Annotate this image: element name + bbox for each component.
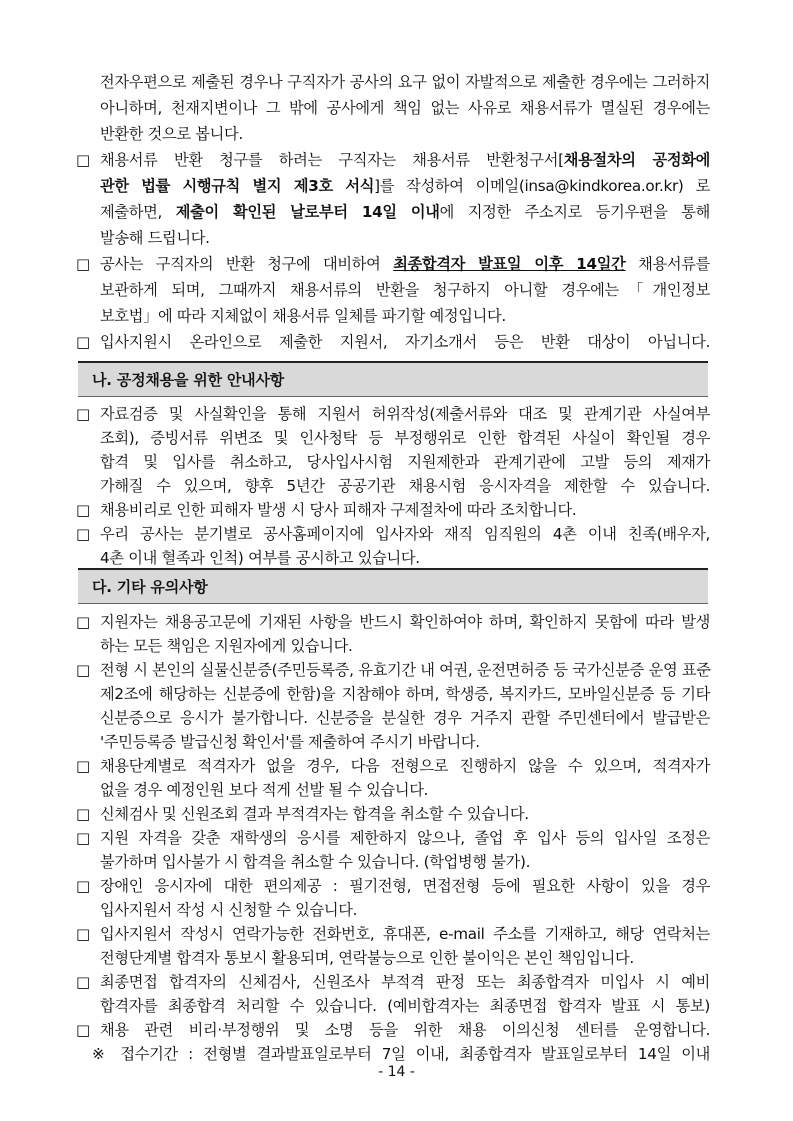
paragraph-line: 입사지원시 온라인으로 제출한 지원서, 자기소개서 등은 반환 대상이 아닙니다. [100,333,710,351]
paragraph-line: 전형단계별 합격자 통보시 활용되며, 연락불능으로 인한 불이익은 본인 책임입니다. [100,949,634,967]
paragraph-line: 채용 관련 비리·부정행위 및 소명 등을 위한 채용 이의신청 센터를 운영합니다. [100,1021,710,1039]
paragraph-line: 채용비리로 인한 피해자 발생 시 당사 피해자 구제절차에 따라 조치합니다. [100,501,577,519]
page-number: - 14 - [378,1064,415,1080]
paragraph-line: 반환한 것으로 봅니다. [100,125,243,143]
paragraph-line: 제2조에 해당하는 신분증에 한함)을 지참해야 하며, 학생증, 복지카드, 모바일신분증 등 기타 [100,685,710,703]
paragraph-line: '주민등록증 발급신청 확인서'를 제출하여 주시기 바랍니다. [100,733,480,751]
paragraph-line: 관한 법률 시행규칙 별지 제3호 서식]를 작성하여 이메일(insa@kindkorea.or.kr) 로 [100,177,711,195]
checkbox-bullet-icon: □ [76,925,91,943]
paragraph-line: 보호법」에 따라 지체없이 채용서류 일체를 파기할 예정입니다. [100,307,506,325]
paragraph-line: 제출하면, 제출이 확인된 날로부터 14일 이내에 지정한 주소지로 등기우편을 통해 [100,203,710,221]
paragraph-line: 최종면접 합격자의 신체검사, 신원조사 부적격 판정 또는 최종합격자 미입사 시 예비 [100,973,710,991]
checkbox-bullet-icon: □ [76,151,91,169]
checkbox-bullet-icon: □ [76,333,91,351]
paragraph-line: 조회), 증빙서류 위변조 및 인사청탁 등 부정행위로 인한 합격된 사실이 확인될 경우 [100,429,710,447]
checkbox-bullet-icon: □ [76,405,91,423]
paragraph-line: 전자우편으로 제출된 경우나 구직자가 공사의 요구 없이 자발적으로 제출한 경우에는 그러하지 [100,73,710,91]
paragraph-line: 보관하게 되며, 그때까지 채용서류의 반환을 청구하지 아니할 경우에는「개인정보 [100,281,710,299]
paragraph-line: 신체검사 및 신원조회 결과 부적격자는 합격을 취소할 수 있습니다. [100,805,529,823]
paragraph-line: 입사지원서 작성시 연락가능한 전화번호, 휴대폰, e-mail 주소를 기재하고, 해당 연락처는 [100,925,710,943]
paragraph-line: 채용서류 반환 청구를 하려는 구직자는 채용서류 반환청구서[채용절차의 공정화에 [100,151,711,169]
checkbox-bullet-icon: □ [76,501,91,519]
checkbox-bullet-icon: □ [76,805,91,823]
section-title: 다. 기타 유의사항 [92,578,208,596]
section-header-b [78,361,708,397]
checkbox-bullet-icon: □ [76,757,91,775]
paragraph-line: 합격 및 입사를 취소하고, 당사입사시험 지원제한과 관계기관에 고발 등의 제재가 [100,453,710,471]
checkbox-bullet-icon: □ [76,877,91,895]
paragraph-line: 합격자를 최종합격 처리할 수 있습니다. (예비합격자는 최종면접 합격자 발표 시 통보) [100,997,710,1015]
paragraph-line: 자료검증 및 사실확인을 통해 지원서 허위작성(제출서류와 대조 및 관계기관 사실여부 [100,405,710,423]
checkbox-bullet-icon: □ [76,829,91,847]
paragraph-line: 입사지원서 작성 시 신청할 수 있습니다. [100,901,358,919]
paragraph-line: 가해질 수 있으며, 향후 5년간 공공기관 채용시험 응시자격을 제한할 수 있습니다. [100,477,710,495]
checkbox-bullet-icon: □ [76,973,91,991]
paragraph-line: 우리 공사는 분기별로 공사홈페이지에 입사자와 재직 임직원의 4촌 이내 친족(배우자, [100,525,710,543]
section-title: 나. 공정채용을 위한 안내사항 [92,371,285,389]
paragraph-line: 채용단계별로 적격자가 없을 경우, 다음 전형으로 진행하지 않을 수 있으며, 적격자가 [100,757,710,775]
checkbox-bullet-icon: □ [76,661,91,679]
paragraph-line: 4촌 이내 혈족과 인척) 여부를 공시하고 있습니다. [100,549,420,567]
checkbox-bullet-icon: □ [76,613,91,631]
paragraph-line: 불가하며 입사불가 시 합격을 취소할 수 있습니다. (학업병행 불가). [100,853,531,871]
paragraph-line: 장애인 응시자에 대한 편의제공 : 필기전형, 면접전형 등에 필요한 사항이 있을 경우 [100,877,710,895]
checkbox-bullet-icon: □ [76,1021,91,1039]
note-line: ※ 접수기간 : 전형별 결과발표일로부터 7일 이내, 최종합격자 발표일로부터 14일 이내 [92,1045,710,1063]
paragraph-line: 아니하며, 천재지변이나 그 밖에 공사에게 책임 없는 사유로 채용서류가 멸실된 경우에는 [100,99,710,117]
paragraph-line: 지원자는 채용공고문에 기재된 사항을 반드시 확인하여야 하며, 확인하지 못함에 따라 발생 [100,613,710,631]
paragraph-line: 지원 자격을 갖춘 재학생의 응시를 제한하지 않으나, 졸업 후 입사 등의 입사일 조정은 [100,829,710,847]
paragraph-line: 없을 경우 예정인원 보다 적게 선발 될 수 있습니다. [100,781,429,799]
paragraph-line: 발송해 드립니다. [100,229,210,247]
paragraph-line: 전형 시 본인의 실물신분증(주민등록증, 유효기간 내 여권, 운전면허증 등 국가신분증 운영 표준 [100,661,711,679]
paragraph-line: 공사는 구직자의 반환 청구에 대비하여 최종합격자 발표일 이후 14일간 채용서류를 [100,255,711,273]
section-header-c [78,568,708,604]
paragraph-line: 하는 모든 책임은 지원자에게 있습니다. [100,637,353,655]
paragraph-line: 신분증으로 응시가 불가합니다. 신분증을 분실한 경우 거주지 관할 주민센터에서 발급받은 [100,709,710,727]
checkbox-bullet-icon: □ [76,255,91,273]
checkbox-bullet-icon: □ [76,525,91,543]
